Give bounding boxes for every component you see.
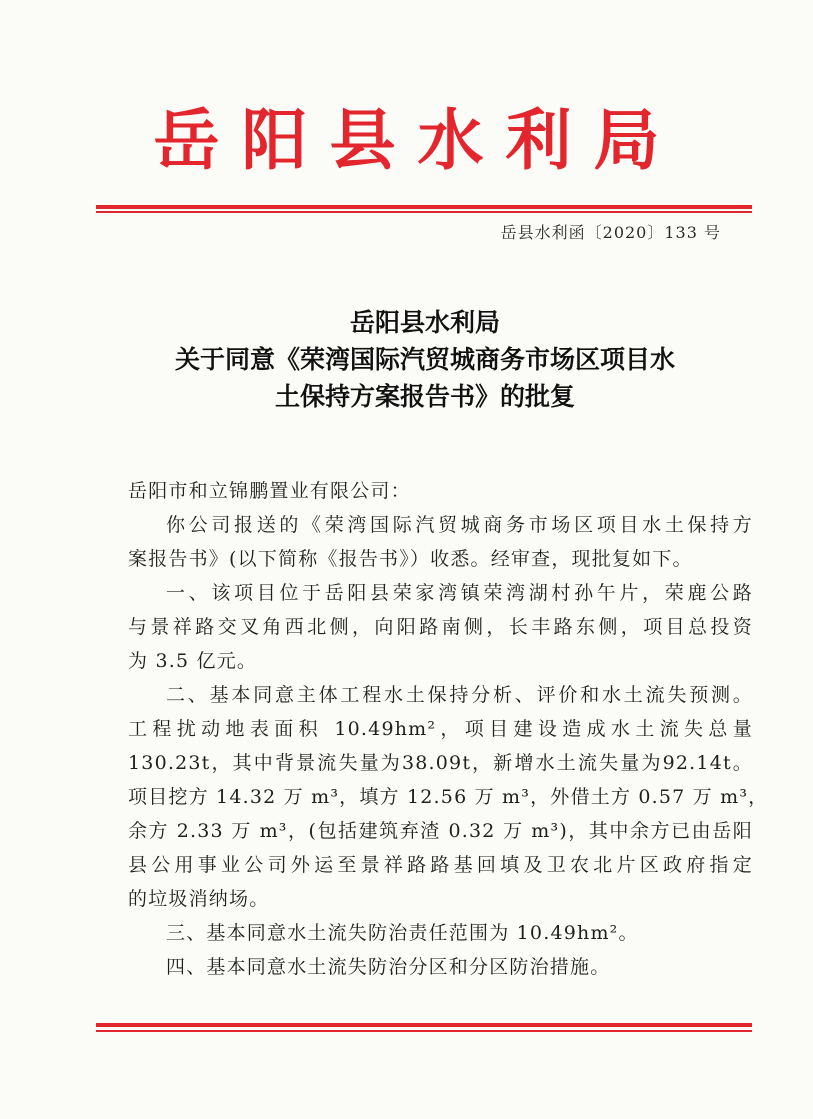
item-2-paragraph <box>128 678 769 916</box>
item-2-line: 项目挖方 14.32 万 m³，填方 12.56 万 m³，外借土方 0.57 万 m³， <box>128 786 769 808</box>
document-title <box>120 304 730 415</box>
title-line-1: 岳阳县水利局 <box>349 308 500 337</box>
intro-line: 你公司报送的《荣湾国际汽贸城商务市场区项目水土保持方 <box>166 514 753 536</box>
header-red-rule-thin <box>96 211 752 213</box>
item-1-line: 一、该项目位于岳阳县荣家湾镇荣湾湖村孙午片，荣鹿公路 <box>166 582 753 604</box>
intro-line: 案报告书》(以下简称《报告书》）收悉。经审查，现批复如下。 <box>128 548 693 570</box>
item-1-paragraph <box>128 576 753 678</box>
item-2-line: 二、基本同意主体工程水土保持分析、评价和水土流失预测。 <box>166 684 753 706</box>
item-1-line: 与景祥路交叉角西北侧，向阳路南侧，长丰路东侧，项目总投资 <box>128 616 753 638</box>
item-2-line: 余方 2.33 万 m³，(包括建筑弃渣 0.32 万 m³)，其中余方已由岳阳 <box>128 820 753 842</box>
title-line-3: 土保持方案报告书》的批复 <box>274 382 575 411</box>
document-body <box>128 474 769 984</box>
intro-paragraph <box>128 508 753 576</box>
header-red-rule <box>96 205 752 209</box>
document-number: 岳县水利函〔2020〕133 号 <box>500 223 721 242</box>
title-line-2: 关于同意《荣湾国际汽贸城商务市场区项目水 <box>174 345 675 374</box>
item-4-paragraph: 四、基本同意水土流失防治分区和分区防治措施。 <box>166 956 611 978</box>
item-3-paragraph: 三、基本同意水土流失防治责任范围为 10.49hm²。 <box>166 922 639 944</box>
agency-masthead: 岳阳县水利局 <box>153 101 682 179</box>
item-1-line: 为 3.5 亿元。 <box>128 650 258 672</box>
addressee: 岳阳市和立锦鹏置业有限公司： <box>128 480 411 502</box>
footer-red-rule-thin <box>96 1030 752 1032</box>
item-2-line: 130.23t，其中背景流失量为38.09t，新增水土流失量为92.14t。 <box>128 752 753 774</box>
item-2-line: 工程扰动地表面积 10.49hm²，项目建设造成水土流失总量 <box>128 718 753 740</box>
item-2-line: 县公用事业公司外运至景祥路路基回填及卫农北片区政府指定 <box>128 854 753 876</box>
item-2-line: 的垃圾消纳场。 <box>128 888 270 910</box>
footer-red-rule <box>96 1023 752 1027</box>
